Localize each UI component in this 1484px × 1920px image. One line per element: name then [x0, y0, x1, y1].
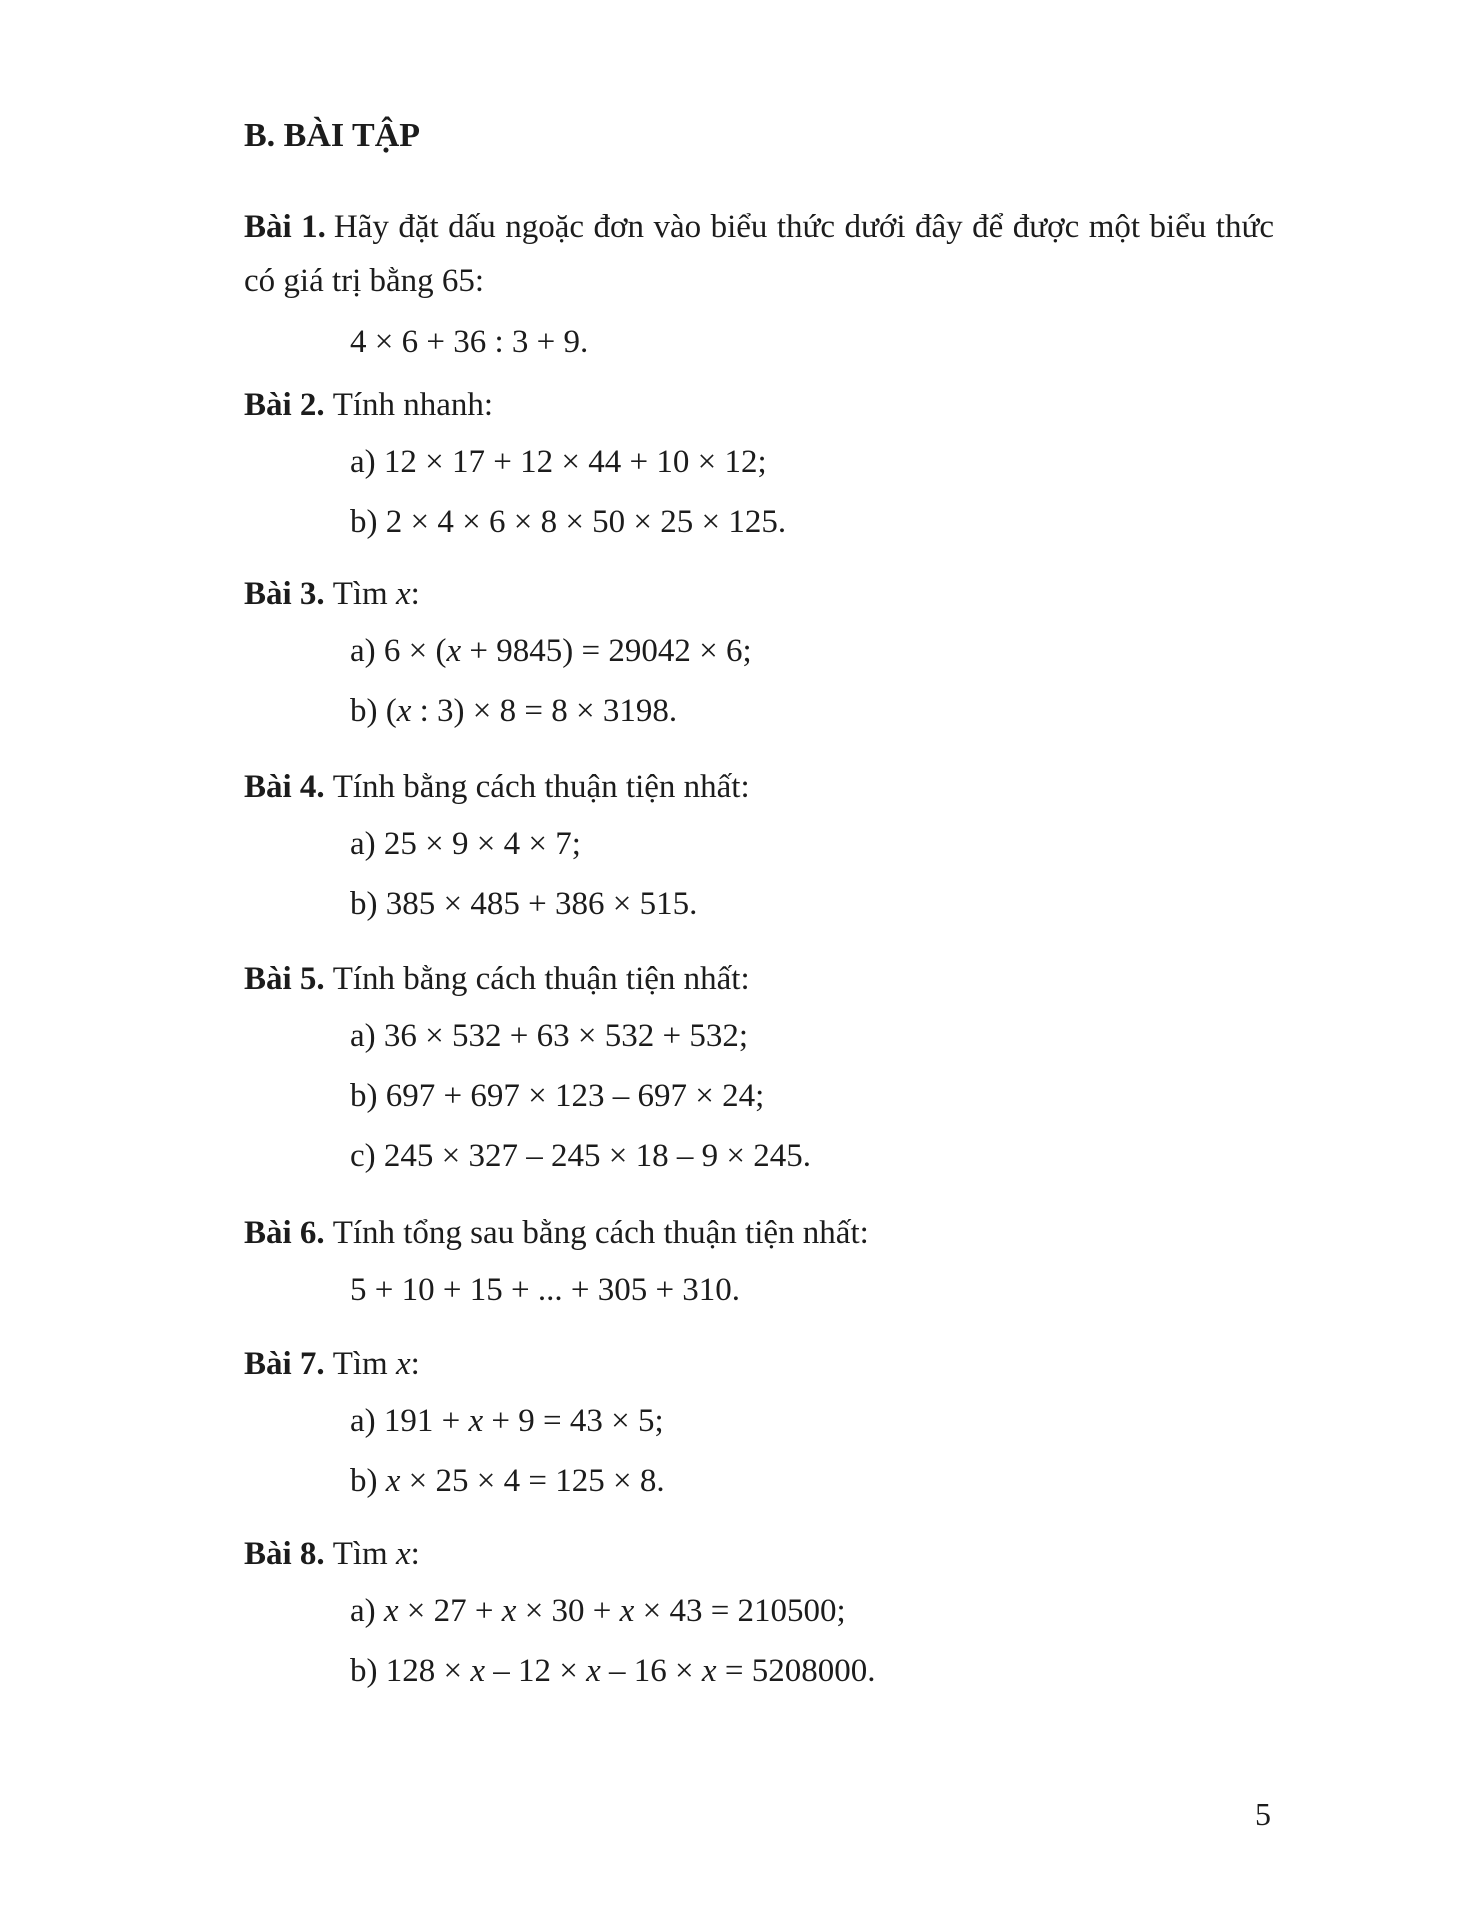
exercise-2-text: Tính nhanh: [332, 387, 494, 423]
exercise-6 [244, 1206, 1274, 1320]
exercise-6-text: Tính tổng sau bằng cách thuận tiện nhất: [332, 1215, 869, 1251]
exercise-7-label: Bài 7. [244, 1346, 325, 1382]
exercise-8-line-b: b) 128 × x – 12 × x – 16 × x = 5208000. [350, 1653, 876, 1689]
exercise-5-line-c: c) 245 × 327 – 245 × 18 – 9 × 245. [350, 1138, 811, 1174]
exercise-4-label: Bài 4. [244, 769, 325, 805]
page-number: 5 [1255, 1796, 1271, 1832]
exercise-1-label: Bài 1. [244, 209, 326, 245]
exercise-6-line-1: 5 + 10 + 15 + ... + 305 + 310. [350, 1272, 741, 1308]
exercise-7-line-a: a) 191 + x + 9 = 43 × 5; [350, 1403, 664, 1439]
exercise-1-line-1: 4 × 6 + 36 : 3 + 9. [350, 324, 589, 360]
exercise-2 [244, 378, 1274, 552]
exercise-1-intro [244, 200, 1274, 308]
exercise-6-intro [244, 1206, 1274, 1260]
exercise-5-label: Bài 5. [244, 961, 325, 997]
exercise-8-line-a: a) x × 27 + x × 30 + x × 43 = 210500; [350, 1593, 846, 1629]
exercise-4 [244, 760, 1274, 934]
exercise-8-label: Bài 8. [244, 1536, 325, 1572]
exercise-6-label: Bài 6. [244, 1215, 325, 1251]
exercise-3-label: Bài 3. [244, 576, 325, 612]
exercise-5-intro [244, 952, 1274, 1006]
exercise-8-text: Tìm x: [332, 1536, 420, 1572]
exercise-2-line-b: b) 2 × 4 × 6 × 8 × 50 × 25 × 125. [350, 504, 787, 540]
exercise-3-intro [244, 567, 1274, 621]
exercise-7 [244, 1337, 1274, 1511]
exercise-4-intro [244, 760, 1274, 814]
exercise-3-line-a: a) 6 × (x + 9845) = 29042 × 6; [350, 633, 752, 669]
exercise-5-line-a: a) 36 × 532 + 63 × 532 + 532; [350, 1018, 748, 1054]
exercise-7-intro [244, 1337, 1274, 1391]
exercise-5 [244, 952, 1274, 1186]
exercise-1-text: Hãy đặt dấu ngoặc đơn vào biểu thức dưới đây để được một biểu thức có giá trị bằng 65: [244, 209, 1274, 299]
exercise-3-line-b: b) (x : 3) × 8 = 8 × 3198. [350, 693, 678, 729]
exercise-8-intro [244, 1527, 1274, 1581]
exercise-4-line-a: a) 25 × 9 × 4 × 7; [350, 826, 581, 862]
exercise-2-label: Bài 2. [244, 387, 325, 423]
exercise-3-text: Tìm x: [332, 576, 420, 612]
exercise-2-line-a: a) 12 × 17 + 12 × 44 + 10 × 12; [350, 444, 767, 480]
exercise-5-text: Tính bằng cách thuận tiện nhất: [332, 961, 750, 997]
exercise-4-line-b: b) 385 × 485 + 386 × 515. [350, 886, 698, 922]
exercise-7-text: Tìm x: [332, 1346, 420, 1382]
exercise-5-line-b: b) 697 + 697 × 123 – 697 × 24; [350, 1078, 765, 1114]
exercise-3 [244, 567, 1274, 741]
exercise-7-line-b: b) x × 25 × 4 = 125 × 8. [350, 1463, 665, 1499]
exercise-4-text: Tính bằng cách thuận tiện nhất: [332, 769, 750, 805]
exercise-2-intro [244, 378, 1274, 432]
exercise-8 [244, 1527, 1274, 1701]
section-title: B. BÀI TẬP [244, 117, 421, 154]
exercise-1 [244, 200, 1274, 372]
